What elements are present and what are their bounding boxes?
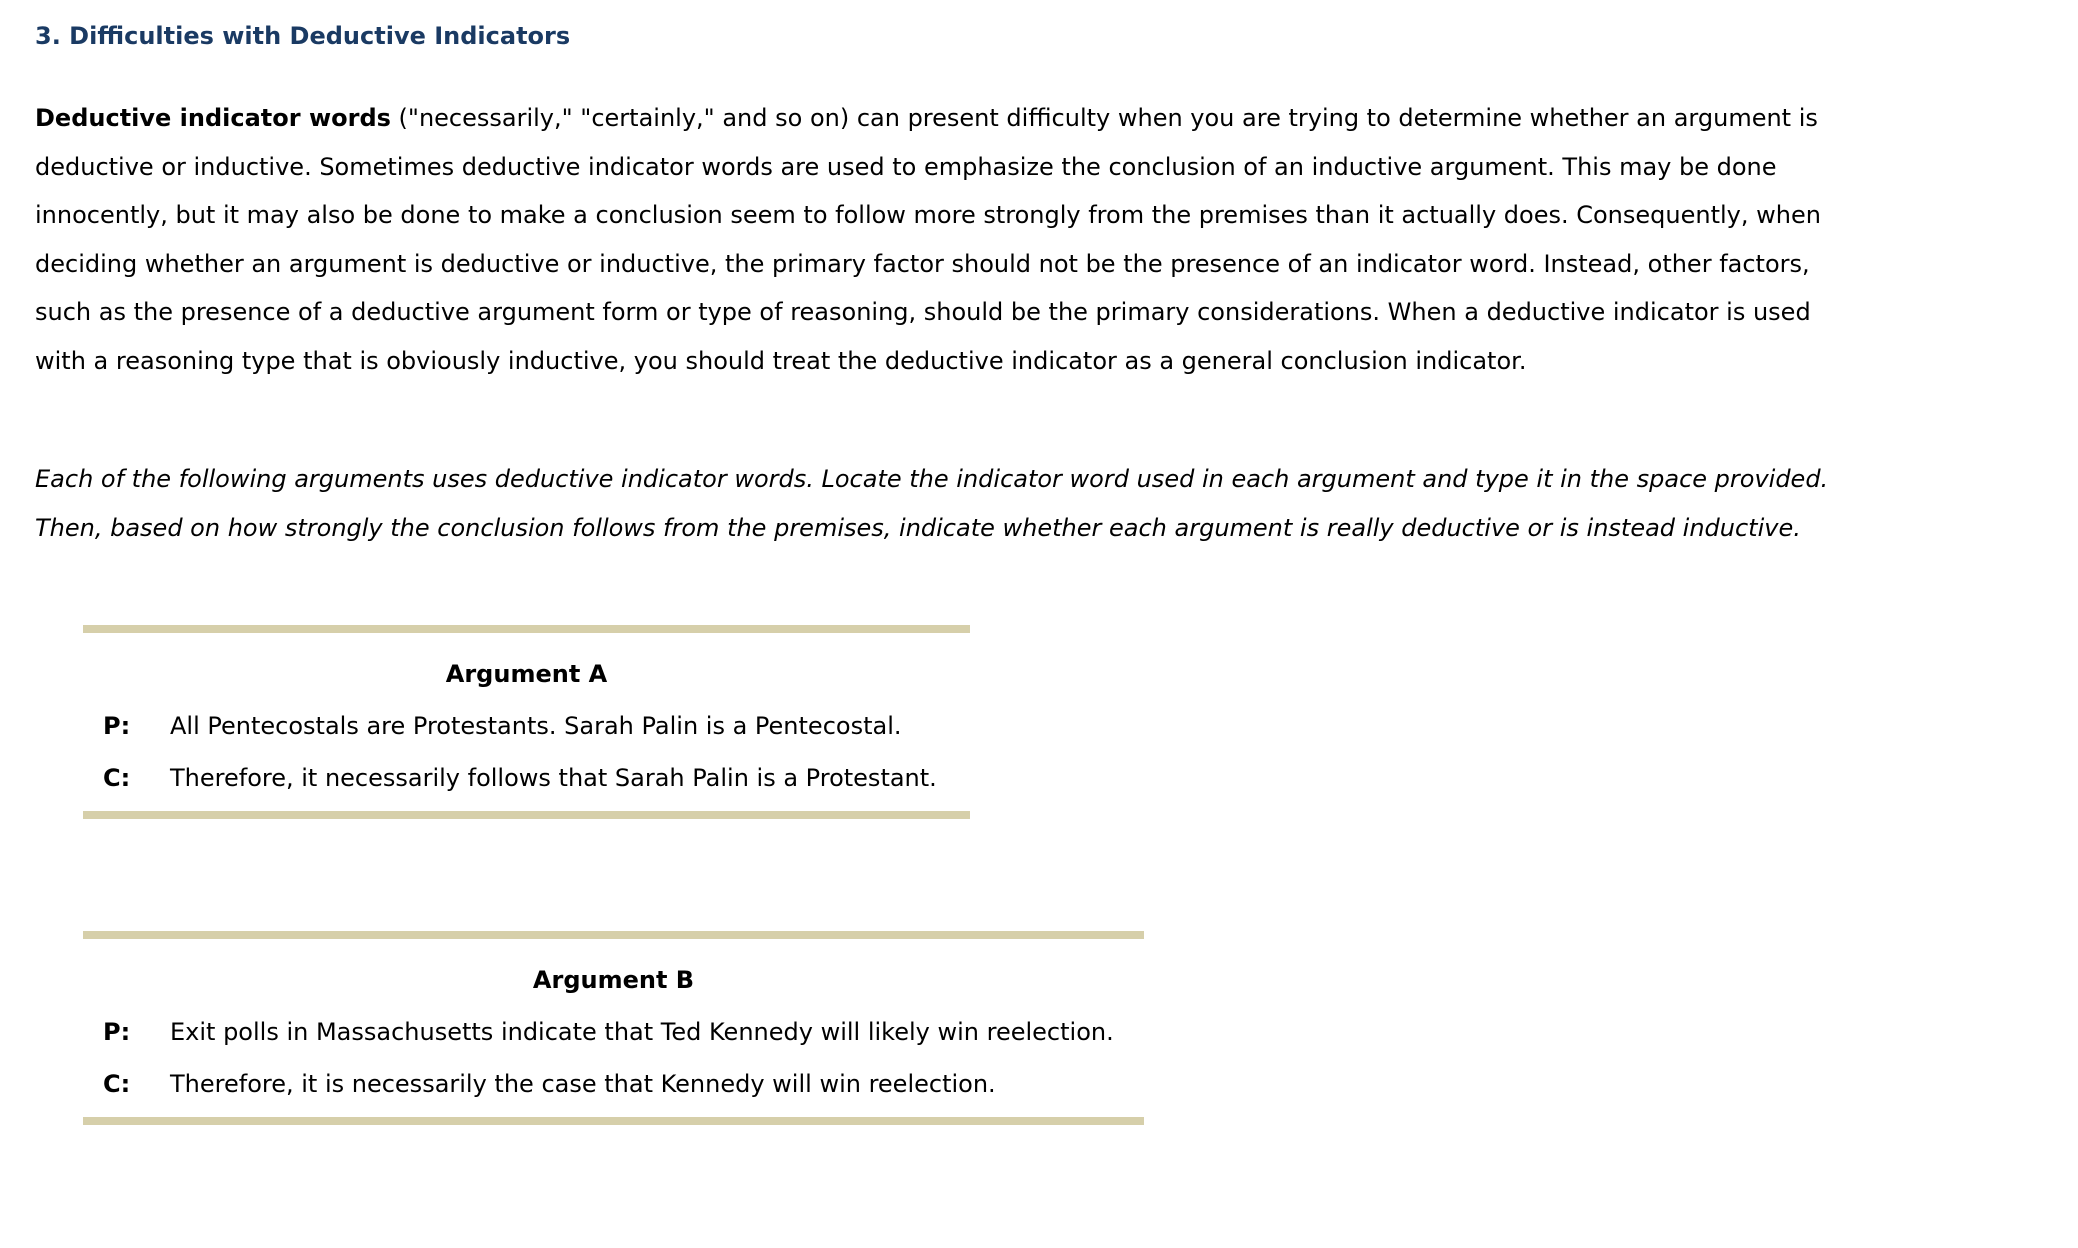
premise-label: P: bbox=[103, 712, 131, 740]
conclusion-label: C: bbox=[103, 1070, 131, 1098]
argument-a-box bbox=[83, 625, 970, 819]
argument-a-conclusion-row bbox=[83, 763, 970, 793]
section-title: 3. Difficulties with Deductive Indicators bbox=[35, 22, 571, 50]
intro-bold-lead: Deductive indicator words bbox=[35, 104, 391, 132]
intro-paragraph bbox=[35, 94, 1865, 385]
argument-b-title: Argument B bbox=[532, 966, 695, 994]
argument-a-title: Argument A bbox=[445, 660, 608, 688]
argument-a-premise: All Pentecostals are Protestants. Sarah Palin is a Pentecostal. bbox=[170, 712, 902, 740]
argument-b-conclusion-row bbox=[83, 1069, 1144, 1099]
conclusion-label: C: bbox=[103, 764, 131, 792]
argument-b-box bbox=[83, 931, 1144, 1125]
page-content bbox=[35, 18, 1865, 552]
argument-a-premise-row bbox=[83, 711, 970, 741]
argument-b-premise: Exit polls in Massachusetts indicate that Ted Kennedy will likely win reelection. bbox=[170, 1018, 1114, 1046]
intro-body: ("necessarily," "certainly," and so on) can present difficulty when you are trying to determine whether an argument is deductive or inductive. Sometimes deductive indicator words are used to emphasize the conclusion of an inductive argument. This may be done innocently, but it may also be done to make a conclusion seem to follow more strongly from the premises than it actually does. Consequently, when deciding whether an argument is deductive or inductive, the primary factor should not be the presence of an indicator word. Instead, other factors, such as the presence of a deductive argument form or type of reasoning, should be the primary considerations. When a deductive indicator is used with a reasoning type that is obviously inductive, you should treat the deductive indicator as a general conclusion indicator. bbox=[35, 104, 1821, 375]
premise-label: P: bbox=[103, 1018, 131, 1046]
instructions-paragraph: Each of the following arguments uses deductive indicator words. Locate the indicator word used in each argument and type it in the space provided. Then, based on how strongly the conclusion follows from the premises, indicate whether each argument is really deductive or is instead inductive. bbox=[35, 465, 1829, 542]
argument-a-conclusion: Therefore, it necessarily follows that Sarah Palin is a Protestant. bbox=[170, 764, 937, 792]
argument-b-conclusion: Therefore, it is necessarily the case that Kennedy will win reelection. bbox=[170, 1070, 996, 1098]
argument-b-premise-row bbox=[83, 1017, 1144, 1047]
